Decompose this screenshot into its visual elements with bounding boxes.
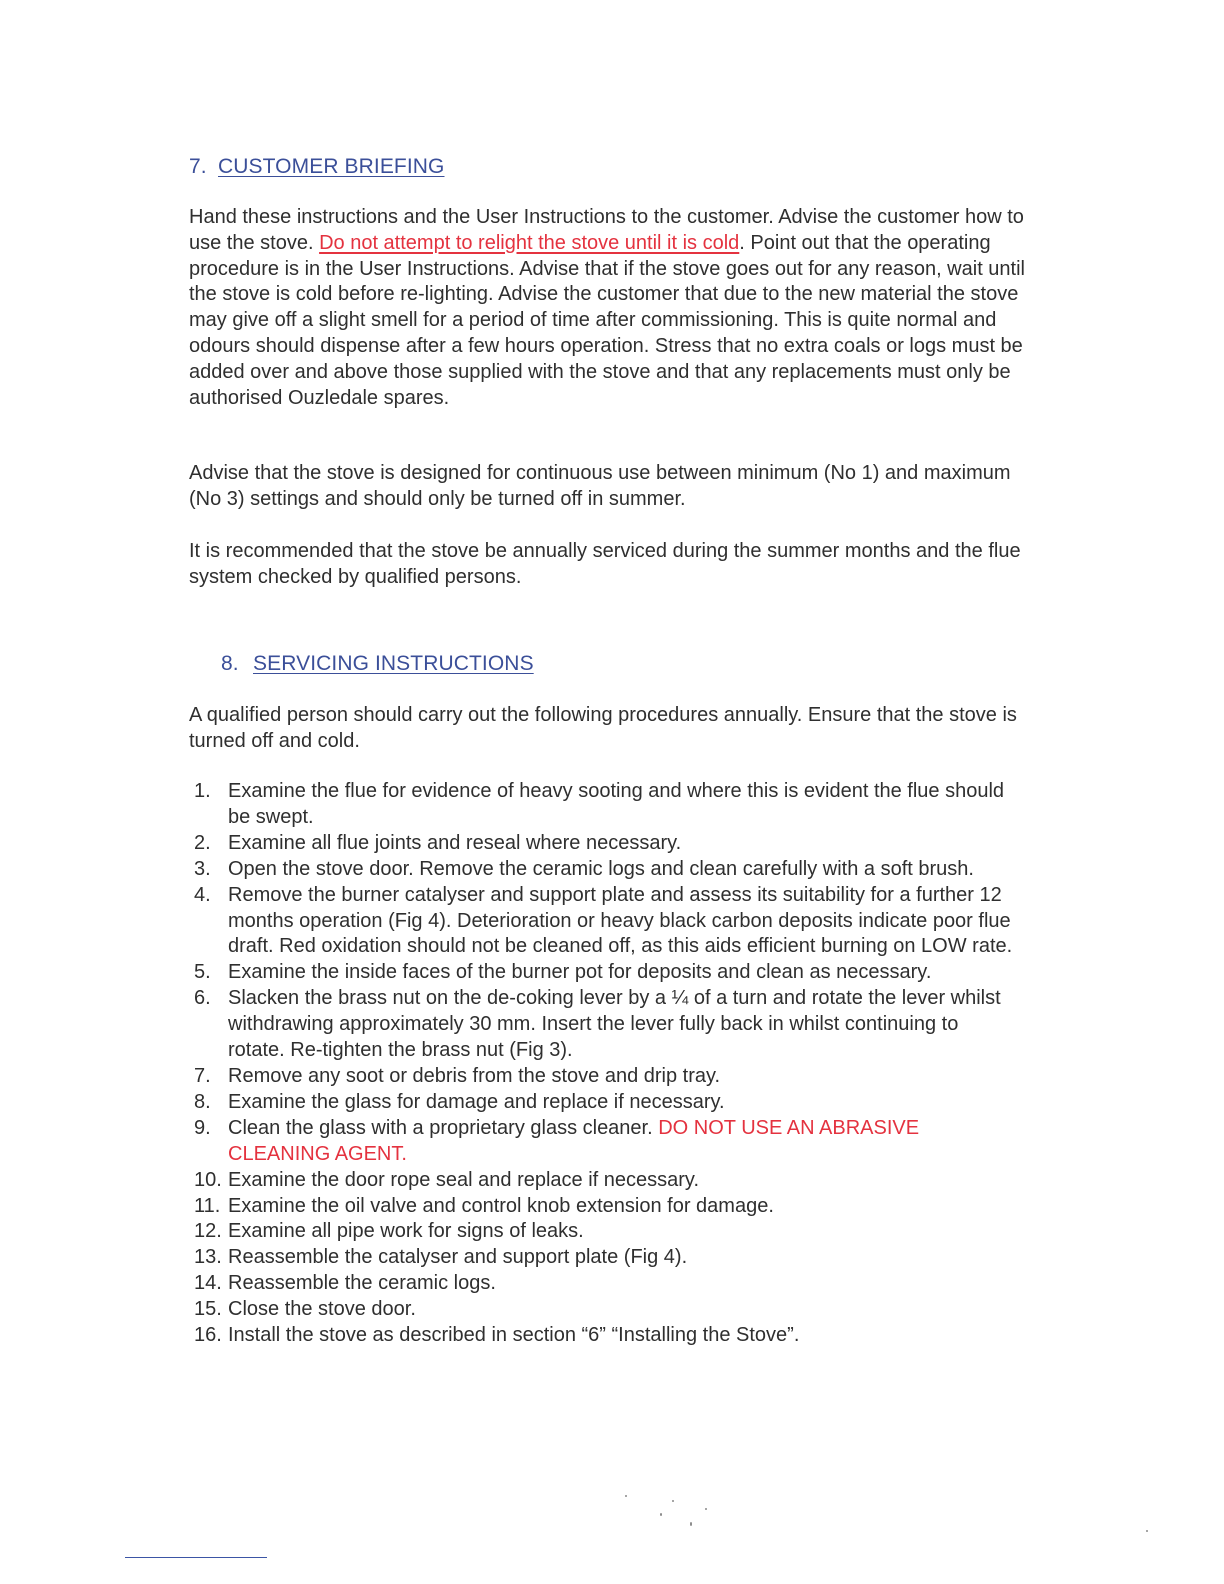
step-text: Examine all flue joints and reseal where necessary.	[228, 831, 682, 854]
step-number: 12.	[194, 1220, 222, 1243]
step-number: 4.	[194, 883, 211, 906]
relight-warning: Do not attempt to relight the stove until it is cold	[319, 231, 740, 254]
list-item	[194, 1219, 1014, 1245]
step-number: 9.	[194, 1116, 211, 1139]
step-text	[228, 1116, 1014, 1168]
step-number: 14.	[194, 1272, 222, 1295]
list-item	[194, 1064, 1014, 1090]
customer-briefing-paragraph	[189, 205, 1029, 411]
list-item	[194, 986, 1014, 1064]
step-number: 3.	[194, 857, 211, 880]
list-item	[194, 960, 1014, 986]
scan-speck	[1146, 1530, 1148, 1532]
list-item	[194, 779, 1014, 831]
list-item	[194, 1271, 1014, 1297]
scan-speck	[625, 1495, 627, 1497]
step-text: Slacken the brass nut on the de-coking lever by a ¼ of a turn and rotate the lever whilst withdrawing approximately 30 mm. Insert the lever fully back in whilst continuing to rotate. Re-tighten the brass nut (Fig 3).	[228, 987, 1001, 1062]
step-number: 15.	[194, 1298, 222, 1321]
paragraph-text-start: Hand these instructions and the User Instructions to the customer. Advise the customer how to use the stove.	[189, 206, 1024, 254]
step-number: 7.	[194, 1064, 211, 1087]
step-text: Reassemble the catalyser and support plate (Fig 4).	[228, 1246, 688, 1269]
list-item	[194, 1323, 1014, 1349]
footer-rule	[125, 1557, 267, 1558]
step-number: 5.	[194, 961, 211, 984]
step-number: 16.	[194, 1324, 222, 1347]
servicing-intro-paragraph: A qualified person should carry out the following procedures annually. Ensure that the stove is turned off and cold.	[189, 704, 1017, 752]
scan-speck	[660, 1513, 662, 1516]
list-item	[194, 1245, 1014, 1271]
paragraph-text-end: . Point out that the operating procedure is in the User Instructions. Advise that if the stove goes out for any reason, wait until the stove is cold before re-lighting. Advise the customer that due to the new material the stove may give off a slight smell for a period of time after commissioning. This is quite normal and odours should dispense after a few hours operation. Stress that no extra coals or logs must be added over and above those supplied with the stove and that any replacements must only be authorised Ouzledale spares.	[189, 231, 1025, 409]
section-7-heading	[189, 155, 445, 179]
step-number: 11.	[194, 1194, 221, 1217]
step-number: 10.	[194, 1168, 222, 1191]
section-8-heading	[221, 652, 534, 676]
step-text: Examine the door rope seal and replace if necessary.	[228, 1168, 700, 1191]
servicing-steps-list	[194, 779, 1014, 1349]
step-text-plain: Clean the glass with a proprietary glass cleaner.	[228, 1116, 659, 1139]
scan-speck	[705, 1508, 707, 1510]
step-text: Close the stove door.	[228, 1298, 416, 1321]
abrasive-warning: DO NOT USE AN ABRASIVE CLEANING AGENT.	[228, 1116, 920, 1165]
list-item	[194, 831, 1014, 857]
section-7-title: CUSTOMER BRIEFING	[218, 155, 445, 178]
list-item	[194, 1168, 1014, 1194]
list-item	[194, 1116, 1014, 1168]
step-text: Remove the burner catalyser and support plate and assess its suitability for a further 12 months operation (Fig 4). Deterioration or heavy black carbon deposits indicate poor flue draft. Red oxidation should not be cleaned off, as this aids efficient burning on LOW rate.	[228, 883, 1013, 958]
continuous-use-paragraph: Advise that the stove is designed for continuous use between minimum (No 1) and maximum (No 3) settings and should only be turned off in summer.	[189, 462, 1011, 510]
list-item	[194, 857, 1014, 883]
list-item	[194, 883, 1014, 961]
annual-service-paragraph: It is recommended that the stove be annually serviced during the summer months and the flue system checked by qualified persons.	[189, 540, 1021, 588]
step-number: 6.	[194, 987, 211, 1010]
step-text: Examine all pipe work for signs of leaks.	[228, 1220, 584, 1243]
step-text: Examine the oil valve and control knob extension for damage.	[228, 1194, 774, 1217]
step-text: Examine the glass for damage and replace if necessary.	[228, 1090, 725, 1113]
step-text: Examine the inside faces of the burner pot for deposits and clean as necessary.	[228, 961, 932, 984]
step-number: 2.	[194, 831, 211, 854]
step-text: Reassemble the ceramic logs.	[228, 1272, 496, 1295]
step-text: Install the stove as described in section “6” “Installing the Stove”.	[228, 1324, 800, 1347]
section-8-title: SERVICING INSTRUCTIONS	[253, 652, 534, 675]
scan-speck	[672, 1500, 674, 1502]
list-item	[194, 1090, 1014, 1116]
section-8-number: 8.	[221, 652, 239, 675]
step-number: 1.	[194, 780, 211, 802]
step-text: Remove any soot or debris from the stove and drip tray.	[228, 1064, 721, 1087]
step-number: 8.	[194, 1090, 211, 1113]
step-text: Examine the flue for evidence of heavy sooting and where this is evident the flue should be swept.	[228, 780, 1005, 828]
list-item	[194, 1194, 1014, 1220]
section-7-number: 7.	[189, 155, 207, 178]
list-item	[194, 1297, 1014, 1323]
step-number: 13.	[194, 1246, 222, 1269]
step-text: Open the stove door. Remove the ceramic logs and clean carefully with a soft brush.	[228, 857, 974, 880]
scan-speck	[690, 1522, 692, 1526]
